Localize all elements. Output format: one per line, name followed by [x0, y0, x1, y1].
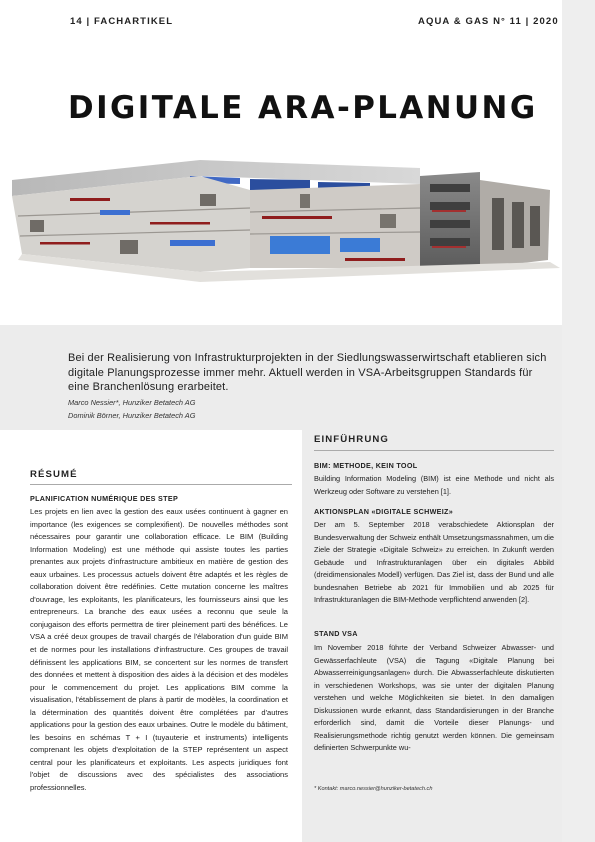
author-line: Dominik Börner, Hunziker Betatech AG — [68, 411, 196, 420]
page-edge-strip — [562, 0, 595, 842]
contact-footnote: * Kontakt: marco.nessier@hunziker-betatech.ch — [314, 786, 433, 792]
resume-divider — [30, 484, 292, 485]
section-heading-aktionsplan: AKTIONSPLAN «DIGITALE SCHWEIZ» — [314, 507, 454, 516]
section-heading-stand-vsa: STAND VSA — [314, 629, 358, 638]
intro-heading: EINFÜHRUNG — [314, 434, 389, 445]
section-heading-bim: BIM: METHODE, KEIN TOOL — [314, 461, 418, 470]
section-text-bim: Building Information Modeling (BIM) ist eine Methode und nicht als Werkzeug oder Software zu verstehen [1]. — [314, 474, 554, 496]
issue-label: AQUA & GAS N° 11 | 2020 — [418, 16, 559, 27]
intro-divider — [314, 450, 554, 451]
author-line: Marco Nessier*, Hunziker Betatech AG — [68, 398, 196, 407]
lead-paragraph: Bei der Realisierung von Infrastrukturprojekten in der Siedlungswasserwirtschaft etablieren sich digitale Planungsprozesse immer mehr. Aktuell werden in VSA-Arbeitsgruppen Standards für eine Branchenlösung erarbeitet. — [68, 352, 547, 394]
resume-heading: RÉSUMÉ — [30, 469, 78, 480]
section-text-stand-vsa: Im November 2018 führte der Verband Schweizer Abwasser- und Gewässerfachleute (VSA) die Tagung «Digitale Planung bei Abwasserreinigungsanlagen» durch. Die Abwasserfachleute diskutierten in verschiedenen Workshops, was sie unter der digitalen Planung verstehen und welche Möglichkeiten sie bietet. In den damaligen Diskussionen wurde erkannt, dass Standardisierungen in der Branche erforderlich sind, damit die Vorteile dieser Planungs- und Realisierungsmethode richtig genutzt werden können. Die gemeinsam definierten Schwerpunkte wu- — [314, 643, 554, 752]
section-label: 14 | FACHARTIKEL — [70, 16, 174, 27]
article-title: DIGITALE ARA-PLANUNG — [68, 90, 538, 126]
resume-subheading: PLANIFICATION NUMÉRIQUE DES STEP — [30, 494, 179, 503]
resume-body: Les projets en lien avec la gestion des eaux usées continuent à gagner en importance (les exigences se complexifient). De nouvelles méthodes sont nécessaires pour garantir une collaboration efficace. Le BIM (Building Information Modeling) est une méthode qui assiste toutes les parties prenantes aux projets d'infrastructure ambitieux en matière de gestion des eaux urbaines. Les processus actuels doivent être adaptés et les règles de collaboration doivent être redéfinies. Cette mutation concerne les maîtres d'ouvrage, les exploitants, les planificateurs, les fournisseurs ainsi que les entrepreneurs. La branche des eaux usées a reconnu que seule la conjugaison des efforts permettra de tirer pleinement parti des bénéfices. Le VSA a créé deux groupes de travail chargés de l'élaboration d'un guide BIM et de normes pour les installations d'infrastructure. Ces groupes de travail définissent les applications BIM, se concertent sur les normes de transfert des données et mettent à disposition des aides à la décision et des modèles pour le commencement du projet. Les applications BIM comme la visualisation, l'établissement de plans à partir de modèles, la coordination et la détermination des quantités doivent être complétées par d'autres applications pour la gestion des eaux urbaines. Outre le modèle du bâtiment, les besoins en schémas T + I (tuyauterie et instruments) intelligents comprenant les objets d'exploitation de la STEP représentent un aspect central pour les planificateurs et exploitants. Les aspects juridiques font l'objet de discussions avec des spécialistes des associations professionnelles. — [30, 507, 288, 793]
hero-building-model-image — [0, 150, 562, 290]
section-text-aktionsplan: Der am 5. September 2018 verabschiedete Aktionsplan der Bundesverwaltung der Schweiz enthält Umsetzungsmassnahmen, um die Ziele der Strategie «Digitale Schweiz» zu erreichen. In Zukunft werden Gebäude und Infrastrukturanlagen über ein digitales Abbild (dreidimensionales Modell) verfügen. Das Ziel ist, dass der Bund und alle bundesnahen Betriebe ab 2021 für Immobilien und ab 2025 für Infrastrukturanlagen die BIM-Methode verpflichtend anwenden [2]. — [314, 520, 554, 604]
